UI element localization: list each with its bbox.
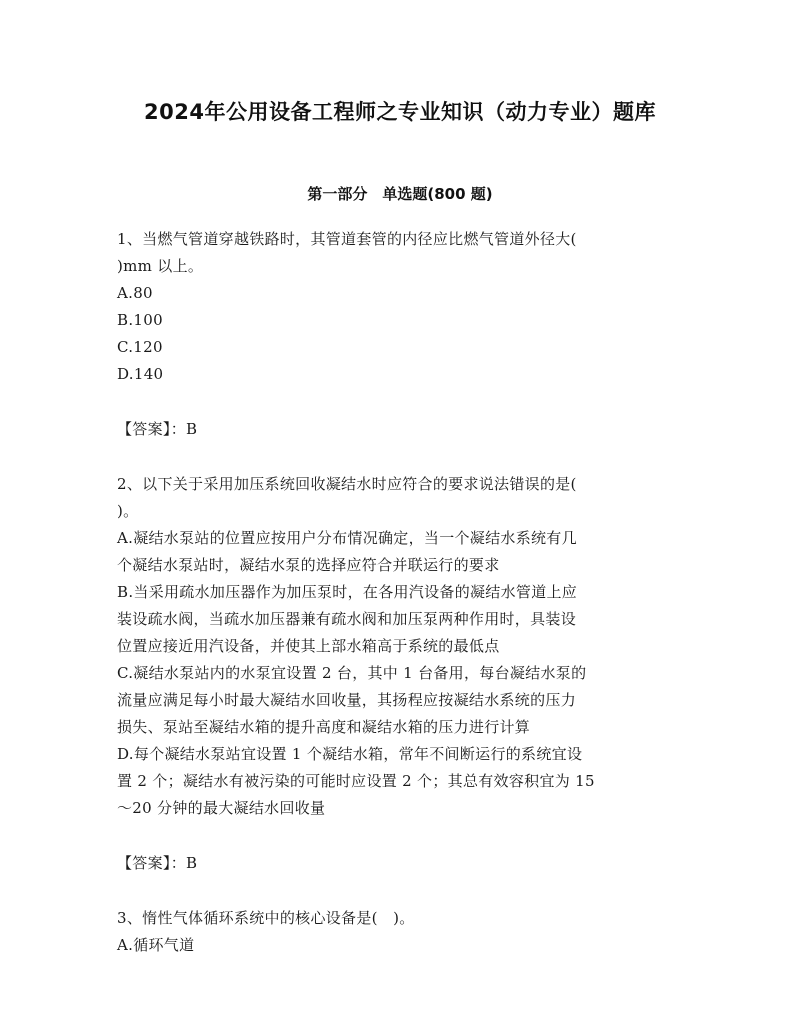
question-2-option-c-line-3: 损失、泵站至凝结水箱的提升高度和凝结水箱的压力进行计算	[117, 718, 531, 736]
question-2-option-c-line-1: C.凝结水泵站内的水泵宜设置 2 台，其中 1 台备用，每台凝结水泵的	[117, 664, 587, 682]
question-2-option-b-line-3: 位置应接近用汽设备，并使其上部水箱高于系统的最低点	[117, 637, 500, 655]
question-3	[117, 905, 689, 959]
question-1-stem-line-2: )mm 以上。	[117, 257, 204, 275]
question-1	[117, 226, 689, 471]
question-2-stem-line-1: 2、以下关于采用加压系统回收凝结水时应符合的要求说法错误的是(	[117, 475, 577, 493]
question-1-option-a: A.80	[117, 284, 153, 302]
question-2-option-a-line-2: 个凝结水泵站时，凝结水泵的选择应符合并联运行的要求	[117, 556, 500, 574]
question-1-option-b: B.100	[117, 311, 163, 329]
document-title: 2024年公用设备工程师之专业知识（动力专业）题库	[144, 100, 656, 124]
question-1-stem-line-1: 1、当燃气管道穿越铁路时，其管道套管的内径应比燃气管道外径大(	[117, 230, 577, 248]
question-2-option-c-line-2: 流量应满足每小时最大凝结水回收量，其扬程应按凝结水系统的压力	[117, 691, 577, 709]
question-2-answer: 【答案】：B	[117, 854, 198, 872]
question-2-option-a-line-1: A.凝结水泵站的位置应按用户分布情况确定，当一个凝结水系统有几	[117, 529, 577, 547]
question-1-option-d: D.140	[117, 365, 164, 383]
question-2-stem-line-2: )。	[117, 502, 139, 520]
question-2-option-b-line-2: 装设疏水阀，当疏水加压器兼有疏水阀和加压泵两种作用时，具装设	[117, 610, 577, 628]
question-3-option-a: A.循环气道	[117, 936, 195, 954]
question-list	[117, 226, 689, 959]
question-2-option-b-line-1: B.当采用疏水加压器作为加压泵时，在各用汽设备的凝结水管道上应	[117, 583, 578, 601]
question-1-option-c: C.120	[117, 338, 163, 356]
question-1-answer: 【答案】：B	[117, 420, 198, 438]
question-2-option-d-line-3: ～20 分钟的最大凝结水回收量	[117, 799, 326, 817]
question-2	[117, 471, 689, 905]
section-title: 第一部分 单选题(800 题)	[307, 185, 493, 203]
question-2-option-d-line-2: 置 2 个；凝结水有被污染的可能时应设置 2 个；其总有效容积宜为 15	[117, 772, 595, 790]
question-2-option-d-line-1: D.每个凝结水泵站宜设置 1 个凝结水箱，常年不间断运行的系统宜设	[117, 745, 583, 763]
question-3-stem-line-1: 3、惰性气体循环系统中的核心设备是( )。	[117, 909, 415, 927]
